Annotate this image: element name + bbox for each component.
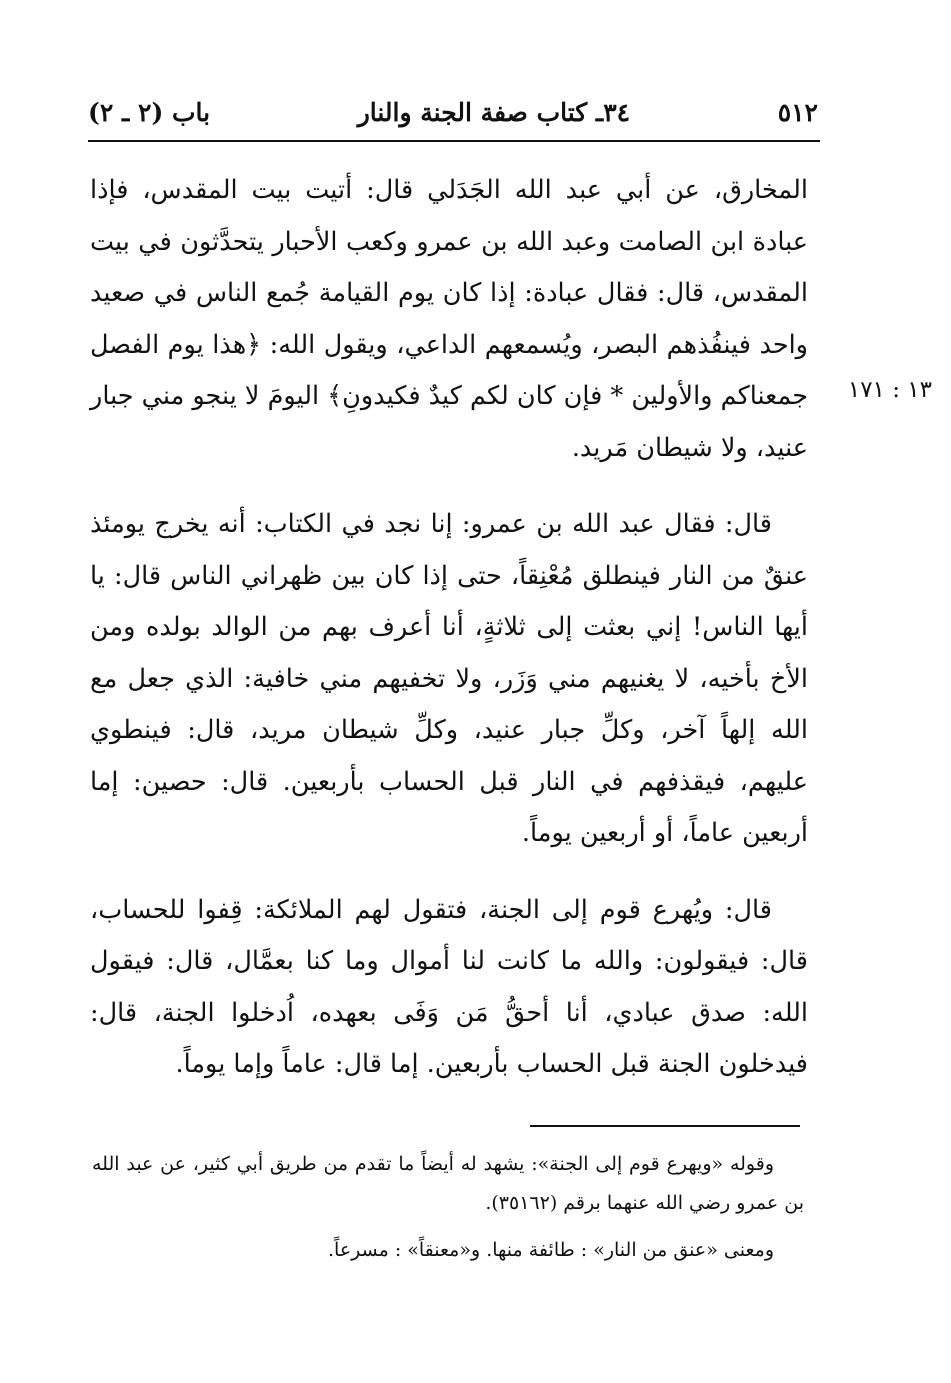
- paragraph-2: قال: فقال عبد الله بن عمرو: إنا نجد في الكتاب: أنه يخرج يومئذ عنقٌ من النار فينطلق مُعْنِقاً، حتى إذا كان بين ظهراني الناس قال: يا أيها الناس! إني بعثت إلى ثلاثةٍ، أنا أعرف بهم من الوالد بولده ومن الأخ بأخيه، لا يغنيهم مني وَزَر، ولا تخفيهم مني خافية: الذي جعل مع الله إلهاً آخر، وكلِّ جبار عنيد، وكلِّ شيطان مريد، قال: فينطوي عليهم، فيقذفهم في النار قبل الحساب بأربعين. قال: حصين: إما أربعين عاماً، أو أربعين يوماً.: [90, 509, 808, 848]
- main-text: [90, 165, 808, 1116]
- paragraph-1: المخارق، عن أبي عبد الله الجَدَلي قال: أتيت بيت المقدس، فإذا عبادة ابن الصامت وعبد الله بن عمرو وكعب الأحبار يتحدَّثون في بيت المقدس، قال: فقال عبادة: إذا كان يوم القيامة جُمع الناس في صعيد واحد فينفُذهم البصر، ويُسمعهم الداعي، ويقول الله: ﴿هذا يوم الفصل جمعناكم والأولين * فإن كان لكم كيدٌ فكيدونِ﴾ اليومَ لا ينجو مني جبار عنيد، ولا شيطان مَريد.: [90, 175, 808, 463]
- chapter-title: ٣٤ـ كتاب صفة الجنة والنار: [357, 97, 631, 127]
- running-header: [88, 92, 818, 132]
- footnote-rule: [530, 1125, 800, 1127]
- header-rule: [88, 140, 820, 142]
- section-label: باب (٢ ـ ٢): [88, 97, 211, 127]
- footnotes: [92, 1145, 804, 1278]
- footnote-1: وقوله «ويهرع قوم إلى الجنة»: يشهد له أيضاً ما تقدم من طريق أبي كثير، عن عبد الله بن عمرو رضي الله عنهما برقم (٣٥١٦٢).: [92, 1153, 804, 1214]
- page-number: ٥١٢: [777, 97, 818, 127]
- footnote-2: ومعنى «عنق من النار» : طائفة منها. و«معنقاً» : مسرعاً.: [328, 1239, 774, 1261]
- margin-reference: ١٣ : ١٧١: [847, 377, 932, 403]
- paragraph-3: قال: ويُهرع قوم إلى الجنة، فتقول لهم الملائكة: قِفوا للحساب، قال: فيقولون: والله ما كانت لنا أموال وما كنا بعمَّال، قال: فيقول الله: صدق عبادي، أنا أحقُّ مَن وَفَى بعهده، اُدخلوا الجنة، قال: فيدخلون الجنة قبل الحساب بأربعين. إما قال: عاماً وإما يوماً.: [90, 894, 808, 1079]
